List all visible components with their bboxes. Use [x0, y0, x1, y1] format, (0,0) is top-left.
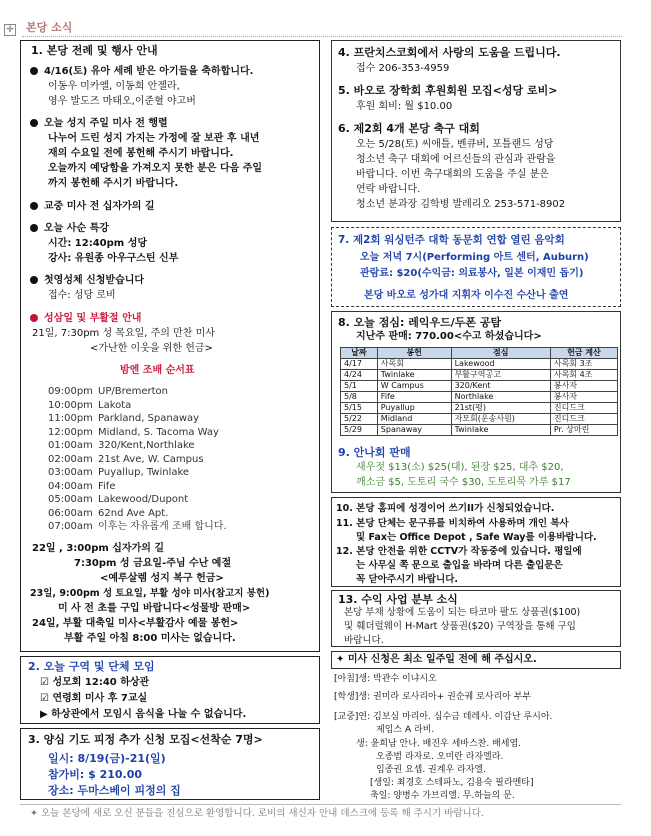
table-cell: Twinlake [377, 370, 451, 381]
vigil-row [48, 453, 227, 467]
holy-sun-2: 부활 주일 아침 8:00 미사는 없습니다. [64, 633, 236, 644]
mass-row-1: [아침]생: 박관수 이냐시오 [334, 674, 437, 684]
mass-request-header [336, 653, 537, 667]
franciscan-phone: 접수 206-353-4959 [356, 63, 450, 74]
column-header: 날짜 [341, 348, 378, 359]
table-cell: 자모회(운송사원) [451, 414, 550, 425]
anna-sale-line-1: 새우젓 $13(소) $25(대), 된장 $25, 대추 $20, [356, 462, 564, 473]
palm-line-2: 나누어 드린 성지 가지는 가정에 잘 보관 후 내년 [48, 133, 260, 144]
section-1-header: 1. 본당 전례 및 행사 안내 [31, 44, 158, 57]
soccer-line-2: 청소년 축구 대회에 어르신들의 관심과 관람을 [356, 154, 556, 165]
table-cell: Puyallup [377, 403, 451, 414]
table-cell: 봉사자 [550, 381, 617, 392]
table-cell: 5/15 [341, 403, 378, 414]
table-row [341, 392, 618, 403]
vigil-time: 10:00pm [48, 399, 93, 411]
vigil-row [48, 480, 227, 494]
table-cell: Pr. 상마린 [550, 425, 617, 436]
table-cell: 5/29 [341, 425, 378, 436]
diamond-icon: ✦ [30, 808, 41, 819]
vigil-time: 06:00am [48, 507, 93, 519]
table-row [341, 425, 618, 436]
column-header: 봉헌 [377, 348, 451, 359]
bullet-icon [30, 224, 38, 232]
mass-row-3: [교중]연: 김보심 마리아. 심수금 데레사. 이갑난 루시아. [334, 712, 553, 722]
table-cell: Twinlake [451, 425, 550, 436]
title-underline [22, 36, 622, 37]
table-cell: 진디드크 [550, 403, 617, 414]
mass-row-6: 오종범 라자로. 오미란 라자엘라. [376, 752, 504, 762]
holy-sat-2: 미 사 전 초를 구입 바랍니다<성물방 판매> [58, 603, 251, 614]
holy-title [30, 312, 141, 326]
table-cell: 사목회 [377, 359, 451, 370]
lecture-title [30, 222, 109, 236]
lunch-schedule-table [340, 347, 618, 436]
vigil-group: 62nd Ave Apt. [98, 507, 169, 519]
table-cell: 5/22 [341, 414, 378, 425]
anna-sale-line-2: 깨소금 $5, 도토리 국수 $30, 도토리묵 가루 $17 [356, 477, 571, 488]
table-row [341, 414, 618, 425]
vigil-time: 05:00am [48, 494, 93, 505]
notice-10: 10. 본당 홈피에 성경이어 쓰기II가 신청되었습니다. [336, 503, 555, 514]
vigil-row [48, 507, 227, 521]
footer-note [30, 807, 484, 821]
bullet-icon [30, 276, 38, 284]
retreat-fee: 참가비: $ 210.00 [48, 768, 143, 781]
baptism-line-1: 이동우 미카엘, 이동희 안젤라, [48, 81, 180, 92]
soccer-line-1: 오는 5/28(토) 씨애틀, 벤큐버, 포틀랜드 성당 [356, 139, 554, 150]
move-handle-icon[interactable]: ✛ [4, 24, 16, 36]
concert-line-1: 오늘 저녁 7시(Performing 아트 센터, Auburn) [360, 252, 589, 263]
groups-line-a [40, 676, 149, 690]
table-cell: 봉사자 [550, 392, 617, 403]
fundraising-line-3: 바랍니다. [344, 635, 384, 646]
lecture-title-text: 오늘 사순 특강 [44, 223, 109, 234]
table-cell: Fife [377, 392, 451, 403]
holy-title-text: 성삼일 및 부활절 안내 [44, 313, 142, 324]
vigil-row [48, 493, 227, 507]
groups-line-b [40, 692, 147, 706]
confirm-where: 접수: 성당 로비 [48, 290, 116, 301]
vigil-time: 01:00am [48, 440, 93, 451]
stations-item [30, 200, 155, 214]
section-3-header: 3. 양심 기도 피정 추가 신청 모집<선착순 7명> [28, 733, 263, 746]
confirm-title-text: 첫영성체 신청받습니다 [44, 275, 145, 286]
vigil-time: 04:00am [48, 480, 93, 492]
holy-fri-2: 7:30pm 성 금요일-주님 수난 예절 [74, 558, 232, 569]
section-7-header: 7. 제2회 워싱턴주 대학 동문회 연합 열린 음악회 [338, 234, 565, 246]
page-title: 본당 소식 [26, 21, 73, 34]
section-13-header: 13. 수익 사업 분부 소식 [338, 593, 458, 606]
table-cell: 5/8 [341, 392, 378, 403]
vigil-list [48, 385, 227, 534]
retreat-date: 일시: 8/19(금)-21(일) [48, 752, 166, 765]
bullet-icon [30, 202, 38, 210]
baptism-line-2: 영우 발도즈 마태오,이준혈 야고버 [48, 96, 196, 107]
diamond-icon: ✦ [336, 654, 348, 665]
table-cell: 320/Kent [451, 381, 550, 392]
bullet-icon [30, 67, 38, 75]
confirm-title [30, 274, 144, 288]
fundraising-line-2: 및 훼더럴웨이 H-Mart 상품권($20) 구역장을 통해 구입 [344, 621, 576, 632]
table-cell: 사목회 4조 [550, 370, 617, 381]
vigil-row [48, 439, 227, 453]
vigil-group: Midland, S. Tacoma Way [98, 426, 219, 438]
vigil-time: 02:00am [48, 453, 93, 465]
section-8-header: 8. 오늘 점심: 레익우드/두폰 공탐 [338, 316, 502, 329]
vigil-group: 320/Kent,Northlake [98, 440, 195, 451]
table-cell: 부활구역공고 [451, 370, 550, 381]
table-cell: Lakewood [451, 359, 550, 370]
mass-row-2: [학생]생: 권미라 로사리아+ 권순궤 로사리아 부부 [334, 692, 532, 702]
vigil-row [48, 520, 227, 534]
soccer-line-4: 연락 바랍니다. [356, 184, 421, 195]
table-cell: 사목회 3조 [550, 359, 617, 370]
holy-sun-1: 24일, 부활 대축일 미사<부활감사 예물 봉헌> [32, 618, 239, 629]
notice-12a: 12. 본당 안전을 위한 CCTV가 작동중에 있습니다. 평일에 [336, 546, 582, 557]
scholarship-fee: 후원 회비: 월 $10.00 [356, 101, 453, 112]
soccer-line-5: 청소년 분과장 김학병 발레리오 253-571-8902 [356, 199, 566, 210]
table-cell: 5/1 [341, 381, 378, 392]
lecture-time: 시간: 12:40pm 성당 [48, 238, 148, 249]
column-header: 헌금 계산 [550, 348, 617, 359]
holy-thu-sub: <가난한 이웃을 위한 헌금> [90, 343, 213, 354]
lecture-speaker: 강사: 유원종 아우구스틴 신부 [48, 253, 179, 264]
table-row [341, 403, 618, 414]
table-cell: Spanaway [377, 425, 451, 436]
table-cell: W Campus [377, 381, 451, 392]
notice-11a: 11. 본당 단체는 문구류를 비치하여 사용하며 개인 복사 [336, 518, 569, 529]
mass-request-header-text: 미사 신청은 최소 일주일 전에 해 주십시오. [347, 654, 537, 665]
footer-text: 오늘 본당에 새로 오신 분들을 진심으로 환영합니다. 로비의 새신자 안내 데스크에 등록 해 주시기 바랍니다. [40, 808, 484, 819]
vigil-group: 이후는 자유롭게 조배 합니다. [98, 521, 227, 532]
table-cell: Midland [377, 414, 451, 425]
vigil-group: Parkland, Spanaway [98, 413, 200, 424]
table-row [341, 381, 618, 392]
mass-row-5: 생: 윤희남 안나. 배진우 세바스찬. 배세엽. [356, 739, 522, 749]
holy-sat-1: 23일, 9:00pm 성 토요일, 부활 성야 미사(참고지 봉헌) [30, 588, 270, 599]
retreat-place: 장소: 두마스베이 피정의 집 [48, 784, 181, 797]
vigil-time: 09:00pm [48, 386, 93, 397]
table-header-row [341, 348, 618, 359]
concert-line-2: 관람료: $20(수익금: 의료봉사, 일본 이재민 돕기) [360, 268, 584, 279]
vigil-row [48, 399, 227, 413]
palm-title-text: 오늘 성지 주일 미사 전 행렬 [44, 118, 168, 129]
table-cell: 4/24 [341, 370, 378, 381]
lunch-last-week: 지난주 판매: 770.00<수고 하셨습니다> [356, 331, 542, 342]
vigil-row [48, 426, 227, 440]
section-5-header: 5. 바오로 장학회 후원회원 모집<성당 로비> [338, 84, 558, 97]
table-cell: 4/17 [341, 359, 378, 370]
vigil-group: UP/Bremerton [98, 386, 169, 397]
vigil-time: 03:00am [48, 467, 93, 478]
groups-line-a-text: 성모회 12:40 하상관 [52, 677, 150, 688]
footer-rule [20, 804, 621, 805]
vigil-group: Lakewood/Dupont [98, 494, 189, 505]
palm-line-3: 재의 수요일 전에 봉헌해 주시기 바랍니다. [48, 148, 234, 159]
checkbox-icon: ☑ [40, 677, 53, 688]
palm-title [30, 117, 168, 131]
vigil-title: 밤엔 조배 순서표 [120, 365, 195, 376]
vigil-row [48, 412, 227, 426]
vigil-time: 12:00pm [48, 426, 93, 438]
vigil-group: 21st Ave, W. Campus [98, 453, 204, 465]
stations-text: 교중 미사 전 십자가의 길 [44, 201, 155, 212]
mass-row-4: 제임스 A 라비. [376, 725, 435, 735]
vigil-row [48, 466, 227, 480]
column-header: 점심 [451, 348, 550, 359]
holy-fri-3: <예루살렘 성지 복구 헌금> [100, 573, 224, 584]
mass-row-7: 임종권 요셉. 권계우 라자엘. [376, 765, 486, 775]
arrow-right-icon: ▶ [40, 709, 52, 720]
notice-11b: 및 Fax는 Office Depot , Safe Way를 이용바랍니다. [356, 532, 597, 543]
holy-thu: 21일, 7:30pm 성 목요일, 주의 만찬 미사 [32, 328, 215, 339]
section-4-header: 4. 프란치스코회에서 사랑의 도움을 드립니다. [338, 46, 561, 59]
table-row [341, 359, 618, 370]
vigil-time: 07:00am [48, 521, 93, 532]
section-2-header: 2. 오늘 구역 및 단체 모임 [28, 660, 155, 673]
vigil-row [48, 385, 227, 399]
soccer-line-3: 바랍니다. 이번 축구대회의 도움을 주실 분은 [356, 169, 549, 180]
groups-line-c-text: 하상관에서 모임시 음식을 나눌 수 없습니다. [51, 709, 247, 720]
baptism-title-text: 4/16(토) 유아 세례 받은 아기들을 축하합니다. [44, 66, 254, 77]
table-row [341, 370, 618, 381]
notice-12c: 꼭 닫아주시기 바랍니다. [356, 574, 458, 585]
table-cell: 21st(평) [451, 403, 550, 414]
palm-line-5: 까지 봉헌해 주시기 바랍니다. [48, 178, 179, 189]
groups-line-b-text: 연령회 미사 후 7교실 [52, 693, 148, 704]
bullet-icon [30, 119, 38, 127]
table-cell: 진디드크 [550, 414, 617, 425]
bullet-icon [30, 314, 38, 322]
section-9-header: 9. 안나회 판매 [338, 446, 411, 459]
table-cell: Northlake [451, 392, 550, 403]
baptism-title [30, 65, 253, 79]
concert-line-3: 본당 바오로 성가대 지휘자 이수진 수산나 출연 [364, 290, 569, 301]
checkbox-icon: ☑ [40, 693, 53, 704]
vigil-group: Fife [98, 480, 116, 492]
vigil-time: 11:00pm [48, 413, 93, 424]
fundraising-line-1: 본당 부채 상황에 도움이 되는 타코마 팔도 상품권($100) [344, 607, 581, 618]
mass-row-8: [생일: 최경호 스테파노, 김용숙 필라멘타] [370, 778, 534, 788]
palm-line-4: 오늘까지 예당함을 가져오지 못한 분은 다음 주일 [48, 163, 263, 174]
holy-fri-1: 22일 , 3:00pm 십자가의 길 [32, 543, 165, 554]
vigil-group: Puyallup, Twinlake [98, 467, 190, 478]
section-6-header: 6. 제2회 4개 본당 축구 대회 [338, 122, 480, 135]
mass-row-9: 축일: 양병수 가브리엘. 무.하늘의 문. [370, 791, 515, 801]
groups-line-c [40, 708, 246, 722]
notice-12b: 는 사무실 쪽 문으로 출입을 바라며 다른 출입문은 [356, 560, 563, 571]
vigil-group: Lakota [98, 399, 132, 411]
